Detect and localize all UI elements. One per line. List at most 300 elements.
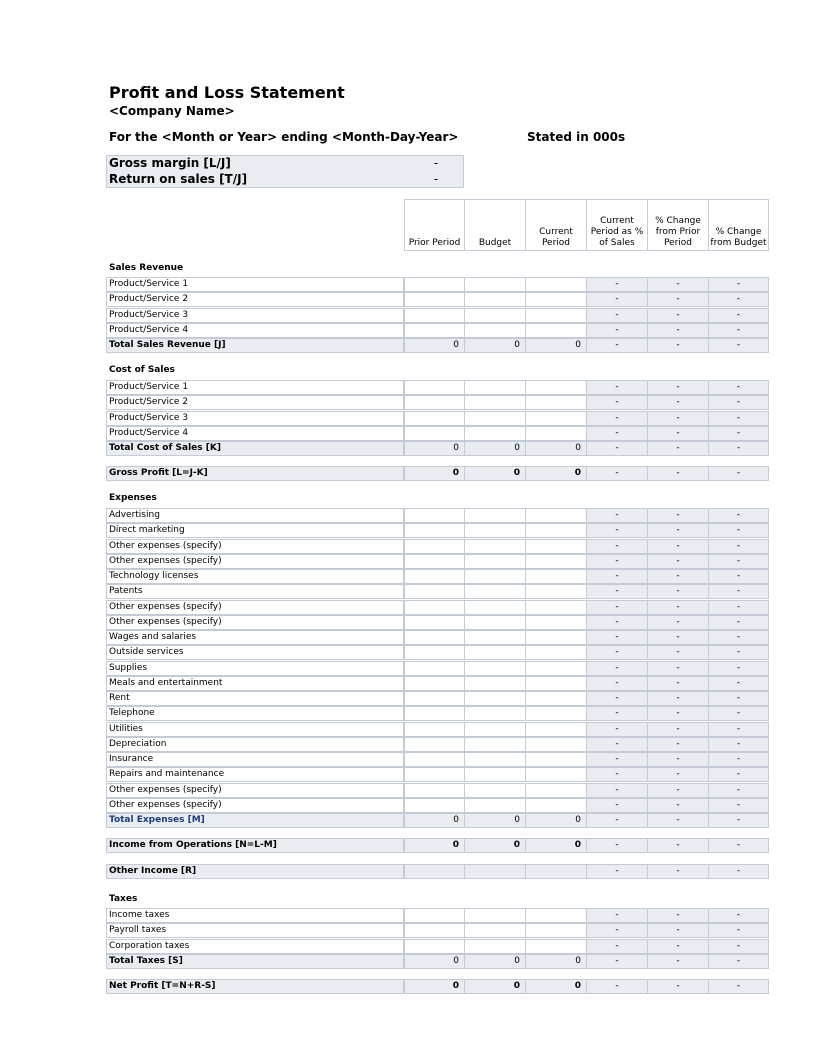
col-header-prior-period: Prior Period: [404, 199, 465, 251]
cell-chg_prior: -: [647, 554, 709, 569]
cell-budget: 0: [464, 441, 526, 456]
cell-pct_sales: -: [586, 979, 648, 994]
return-on-sales-value: -: [433, 172, 439, 186]
cell-prior: 0: [404, 466, 465, 481]
row-label: Wages and salaries: [106, 630, 404, 645]
row-label: Depreciation: [106, 737, 404, 752]
cell-budget: [464, 864, 526, 879]
cell-prior[interactable]: [404, 722, 465, 737]
row-label: Product/Service 1: [106, 380, 404, 395]
cell-budget[interactable]: [464, 908, 526, 923]
row-label: Technology licenses: [106, 569, 404, 584]
cell-chg_budget: -: [708, 338, 769, 353]
cell-chg_budget: -: [708, 554, 769, 569]
cell-pct_sales: -: [586, 584, 648, 599]
cell-current[interactable]: [525, 584, 587, 599]
row-label: Other expenses (specify): [106, 783, 404, 798]
row-label: Repairs and maintenance: [106, 767, 404, 782]
cell-pct_sales: -: [586, 441, 648, 456]
cell-prior[interactable]: [404, 584, 465, 599]
cell-prior[interactable]: [404, 737, 465, 752]
operations-row: [106, 838, 769, 853]
cell-prior[interactable]: [404, 752, 465, 767]
cell-pct_sales: -: [586, 277, 648, 292]
cell-chg_prior: -: [647, 426, 709, 441]
row-label: Net Profit [T=N+R-S]: [106, 979, 404, 994]
cell-prior[interactable]: [404, 615, 465, 630]
expense-item-row: [106, 722, 769, 737]
cell-pct_sales: -: [586, 752, 648, 767]
cell-budget[interactable]: [464, 939, 526, 954]
cell-budget[interactable]: [464, 630, 526, 645]
cell-chg_prior: -: [647, 923, 709, 938]
cell-chg_budget: -: [708, 508, 769, 523]
cell-pct_sales: -: [586, 676, 648, 691]
cell-prior[interactable]: [404, 292, 465, 307]
expense-item-row: [106, 615, 769, 630]
cost-item-row: [106, 380, 769, 395]
cell-current: 0: [525, 466, 587, 481]
col-header-budget: Budget: [464, 199, 526, 251]
cell-current[interactable]: [525, 380, 587, 395]
cell-chg_budget: -: [708, 737, 769, 752]
cell-prior[interactable]: [404, 539, 465, 554]
cell-prior[interactable]: [404, 908, 465, 923]
expense-item-row: [106, 706, 769, 721]
cell-pct_sales: -: [586, 292, 648, 307]
cell-current[interactable]: [525, 752, 587, 767]
cell-chg_prior: -: [647, 954, 709, 969]
cell-chg_prior: -: [647, 908, 709, 923]
cell-chg_budget: -: [708, 752, 769, 767]
cell-chg_prior: -: [647, 411, 709, 426]
cell-chg_prior: -: [647, 615, 709, 630]
cell-prior[interactable]: [404, 569, 465, 584]
section-title: Cost of Sales: [109, 365, 175, 375]
cell-chg_budget: -: [708, 908, 769, 923]
row-label: Product/Service 4: [106, 323, 404, 338]
cell-budget: 0: [464, 466, 526, 481]
cell-chg_prior: -: [647, 323, 709, 338]
cell-chg_prior: -: [647, 864, 709, 879]
cell-chg_budget: -: [708, 441, 769, 456]
cell-pct_sales: -: [586, 722, 648, 737]
cell-budget[interactable]: [464, 600, 526, 615]
cell-prior[interactable]: [404, 923, 465, 938]
cell-budget[interactable]: [464, 411, 526, 426]
stated-units: Stated in 000s: [527, 130, 626, 144]
expense-item-row: [106, 584, 769, 599]
cell-prior[interactable]: [404, 395, 465, 410]
cell-chg_budget: -: [708, 923, 769, 938]
cell-budget[interactable]: [464, 508, 526, 523]
cell-current[interactable]: [525, 411, 587, 426]
cell-prior[interactable]: [404, 706, 465, 721]
row-label: Other expenses (specify): [106, 615, 404, 630]
cell-budget[interactable]: [464, 554, 526, 569]
cell-prior[interactable]: [404, 783, 465, 798]
cell-chg_prior: -: [647, 752, 709, 767]
cell-current[interactable]: [525, 939, 587, 954]
cell-current[interactable]: [525, 630, 587, 645]
cell-current[interactable]: [525, 767, 587, 782]
row-label: Payroll taxes: [106, 923, 404, 938]
cell-chg_prior: -: [647, 277, 709, 292]
cell-chg_budget: -: [708, 979, 769, 994]
row-label: Insurance: [106, 752, 404, 767]
row-label: Product/Service 1: [106, 277, 404, 292]
cell-chg_prior: -: [647, 584, 709, 599]
cell-prior: 0: [404, 338, 465, 353]
cell-pct_sales: -: [586, 645, 648, 660]
cell-pct_sales: -: [586, 954, 648, 969]
cell-pct_sales: -: [586, 615, 648, 630]
cell-current[interactable]: [525, 508, 587, 523]
cell-chg_prior: -: [647, 813, 709, 828]
cell-budget[interactable]: [464, 584, 526, 599]
cell-prior[interactable]: [404, 308, 465, 323]
cell-current[interactable]: [525, 798, 587, 813]
cell-prior[interactable]: [404, 523, 465, 538]
cell-current[interactable]: [525, 908, 587, 923]
cell-prior: [404, 864, 465, 879]
cell-prior[interactable]: [404, 939, 465, 954]
row-label: Rent: [106, 691, 404, 706]
cell-chg_prior: -: [647, 979, 709, 994]
cell-chg_prior: -: [647, 676, 709, 691]
cell-current[interactable]: [525, 426, 587, 441]
cell-current[interactable]: [525, 737, 587, 752]
cell-chg_prior: -: [647, 600, 709, 615]
row-label: Telephone: [106, 706, 404, 721]
section-title: Sales Revenue: [109, 263, 184, 273]
cell-current[interactable]: [525, 395, 587, 410]
cell-current[interactable]: [525, 569, 587, 584]
cell-budget[interactable]: [464, 523, 526, 538]
col-header-current-period: Current Period: [525, 199, 587, 251]
cell-prior: 0: [404, 813, 465, 828]
cell-chg_budget: -: [708, 523, 769, 538]
cell-prior: 0: [404, 979, 465, 994]
cell-chg_prior: -: [647, 722, 709, 737]
cell-prior[interactable]: [404, 508, 465, 523]
cell-prior[interactable]: [404, 426, 465, 441]
cell-current[interactable]: [525, 645, 587, 660]
cell-pct_sales: -: [586, 908, 648, 923]
cell-chg_prior: -: [647, 308, 709, 323]
cell-chg_prior: -: [647, 380, 709, 395]
cell-budget[interactable]: [464, 752, 526, 767]
cell-chg_budget: -: [708, 645, 769, 660]
row-label: Advertising: [106, 508, 404, 523]
expense-item-row: [106, 752, 769, 767]
cell-chg_prior: -: [647, 767, 709, 782]
net-profit-row: [106, 979, 769, 994]
cost-item-row: [106, 411, 769, 426]
section-title: Taxes: [109, 894, 138, 904]
cell-budget[interactable]: [464, 737, 526, 752]
cost-item-row: [106, 395, 769, 410]
row-label: Meals and entertainment: [106, 676, 404, 691]
cell-prior[interactable]: [404, 691, 465, 706]
gross-margin-value: -: [433, 156, 439, 170]
row-label: Product/Service 2: [106, 395, 404, 410]
period-line: For the <Month or Year> ending <Month-Day-Year>: [109, 130, 459, 144]
gross-margin-row: [109, 156, 461, 172]
sales-item-row: [106, 277, 769, 292]
expense-item-row: [106, 600, 769, 615]
cell-chg_prior: -: [647, 798, 709, 813]
cell-chg_budget: -: [708, 277, 769, 292]
row-label: Product/Service 2: [106, 292, 404, 307]
row-label: Income from Operations [N=L-M]: [106, 838, 404, 853]
cell-prior[interactable]: [404, 645, 465, 660]
cell-chg_budget: -: [708, 426, 769, 441]
cell-pct_sales: -: [586, 539, 648, 554]
cell-budget: 0: [464, 838, 526, 853]
cell-chg_prior: -: [647, 523, 709, 538]
cell-budget[interactable]: [464, 380, 526, 395]
sales-item-row: [106, 308, 769, 323]
cell-chg_budget: -: [708, 308, 769, 323]
cell-chg_prior: -: [647, 661, 709, 676]
col-header-pct-of-sales: Current Period as % of Sales: [586, 199, 648, 251]
cell-pct_sales: -: [586, 523, 648, 538]
total-cost-row: [106, 441, 769, 456]
cell-pct_sales: -: [586, 411, 648, 426]
expense-item-row: [106, 508, 769, 523]
row-label: Total Sales Revenue [J]: [106, 338, 404, 353]
row-label: Total Taxes [S]: [106, 954, 404, 969]
company-name: <Company Name>: [109, 104, 235, 118]
cell-chg_prior: -: [647, 939, 709, 954]
tax-item-row: [106, 923, 769, 938]
cell-chg_prior: -: [647, 630, 709, 645]
cell-pct_sales: -: [586, 466, 648, 481]
sales-item-row: [106, 323, 769, 338]
col-header-change-prior: % Change from Prior Period: [647, 199, 709, 251]
cell-chg_prior: -: [647, 706, 709, 721]
section-title: Expenses: [109, 493, 157, 503]
row-label: Other expenses (specify): [106, 600, 404, 615]
cell-budget[interactable]: [464, 323, 526, 338]
cell-chg_prior: -: [647, 292, 709, 307]
cell-pct_sales: -: [586, 783, 648, 798]
cell-current[interactable]: [525, 923, 587, 938]
row-label: Supplies: [106, 661, 404, 676]
cell-chg_budget: -: [708, 767, 769, 782]
cell-prior[interactable]: [404, 554, 465, 569]
cell-budget[interactable]: [464, 767, 526, 782]
cell-current: 0: [525, 813, 587, 828]
cell-budget[interactable]: [464, 691, 526, 706]
cell-chg_budget: -: [708, 569, 769, 584]
cell-budget[interactable]: [464, 706, 526, 721]
cell-pct_sales: -: [586, 600, 648, 615]
other-income-row: [106, 864, 769, 879]
expense-item-row: [106, 539, 769, 554]
cell-chg_budget: -: [708, 691, 769, 706]
cell-prior[interactable]: [404, 600, 465, 615]
cell-pct_sales: -: [586, 838, 648, 853]
cell-chg_budget: -: [708, 411, 769, 426]
cell-pct_sales: -: [586, 380, 648, 395]
cell-current[interactable]: [525, 539, 587, 554]
cell-chg_prior: -: [647, 338, 709, 353]
cell-budget[interactable]: [464, 923, 526, 938]
cell-budget[interactable]: [464, 722, 526, 737]
expense-item-row: [106, 645, 769, 660]
expense-item-row: [106, 691, 769, 706]
total-taxes-row: [106, 954, 769, 969]
cell-chg_budget: -: [708, 939, 769, 954]
cell-prior: 0: [404, 441, 465, 456]
row-label: Outside services: [106, 645, 404, 660]
cell-pct_sales: -: [586, 426, 648, 441]
cell-budget[interactable]: [464, 783, 526, 798]
cell-budget[interactable]: [464, 277, 526, 292]
key-metrics-box: [106, 155, 464, 188]
cell-current[interactable]: [525, 523, 587, 538]
cell-budget[interactable]: [464, 569, 526, 584]
cell-chg_budget: -: [708, 813, 769, 828]
cell-chg_budget: -: [708, 630, 769, 645]
row-label: Direct marketing: [106, 523, 404, 538]
cell-current[interactable]: [525, 722, 587, 737]
cell-current[interactable]: [525, 308, 587, 323]
cell-chg_budget: -: [708, 584, 769, 599]
expense-item-row: [106, 737, 769, 752]
cell-prior[interactable]: [404, 767, 465, 782]
cell-chg_budget: -: [708, 954, 769, 969]
cell-chg_budget: -: [708, 466, 769, 481]
cell-budget[interactable]: [464, 676, 526, 691]
sales-item-row: [106, 292, 769, 307]
cell-chg_prior: -: [647, 737, 709, 752]
cell-chg_budget: -: [708, 798, 769, 813]
cell-prior[interactable]: [404, 661, 465, 676]
cell-chg_budget: -: [708, 864, 769, 879]
cell-current[interactable]: [525, 661, 587, 676]
cell-current[interactable]: [525, 554, 587, 569]
row-label: Patents: [106, 584, 404, 599]
row-label: Other expenses (specify): [106, 798, 404, 813]
cell-current: [525, 864, 587, 879]
gross-margin-label: Gross margin [L/J]: [109, 156, 231, 170]
cell-pct_sales: -: [586, 630, 648, 645]
cell-prior[interactable]: [404, 798, 465, 813]
cell-pct_sales: -: [586, 395, 648, 410]
cell-prior[interactable]: [404, 411, 465, 426]
expense-item-row: [106, 676, 769, 691]
cell-pct_sales: -: [586, 661, 648, 676]
cell-pct_sales: -: [586, 767, 648, 782]
cell-prior[interactable]: [404, 676, 465, 691]
cell-pct_sales: -: [586, 691, 648, 706]
cell-budget[interactable]: [464, 292, 526, 307]
row-label: Product/Service 4: [106, 426, 404, 441]
row-label: Total Cost of Sales [K]: [106, 441, 404, 456]
cell-pct_sales: -: [586, 939, 648, 954]
cell-current: 0: [525, 441, 587, 456]
cell-prior[interactable]: [404, 380, 465, 395]
row-label: Utilities: [106, 722, 404, 737]
cell-prior[interactable]: [404, 630, 465, 645]
cell-chg_budget: -: [708, 615, 769, 630]
cell-chg_budget: -: [708, 539, 769, 554]
cell-chg_budget: -: [708, 783, 769, 798]
cell-budget: 0: [464, 813, 526, 828]
cell-pct_sales: -: [586, 706, 648, 721]
cell-chg_prior: -: [647, 466, 709, 481]
cell-budget[interactable]: [464, 539, 526, 554]
expense-item-row: [106, 554, 769, 569]
cell-prior[interactable]: [404, 323, 465, 338]
cell-pct_sales: -: [586, 864, 648, 879]
cell-chg_prior: -: [647, 395, 709, 410]
expense-item-row: [106, 523, 769, 538]
cell-current[interactable]: [525, 706, 587, 721]
report-title: Profit and Loss Statement: [109, 83, 345, 102]
cell-budget[interactable]: [464, 395, 526, 410]
cell-budget[interactable]: [464, 661, 526, 676]
cell-chg_prior: -: [647, 783, 709, 798]
cell-chg_budget: -: [708, 838, 769, 853]
cell-current[interactable]: [525, 783, 587, 798]
col-header-change-budget: % Change from Budget: [708, 199, 769, 251]
row-label: Product/Service 3: [106, 308, 404, 323]
cell-chg_budget: -: [708, 395, 769, 410]
gross-profit-row: [106, 466, 769, 481]
expense-item-row: [106, 783, 769, 798]
return-on-sales-label: Return on sales [T/J]: [109, 172, 248, 186]
cell-current[interactable]: [525, 691, 587, 706]
cell-prior[interactable]: [404, 277, 465, 292]
row-label: Other expenses (specify): [106, 539, 404, 554]
cell-budget[interactable]: [464, 798, 526, 813]
cell-current[interactable]: [525, 600, 587, 615]
cell-prior: 0: [404, 954, 465, 969]
cell-chg_budget: -: [708, 661, 769, 676]
cell-current[interactable]: [525, 676, 587, 691]
cell-chg_prior: -: [647, 569, 709, 584]
cell-current[interactable]: [525, 615, 587, 630]
cell-chg_prior: -: [647, 508, 709, 523]
cell-budget: 0: [464, 954, 526, 969]
cell-budget[interactable]: [464, 426, 526, 441]
tax-item-row: [106, 939, 769, 954]
total-sales-row: [106, 338, 769, 353]
cell-budget[interactable]: [464, 615, 526, 630]
cell-budget[interactable]: [464, 308, 526, 323]
cell-pct_sales: -: [586, 308, 648, 323]
row-label: Other Income [R]: [106, 864, 404, 879]
row-label: Gross Profit [L=J-K]: [106, 466, 404, 481]
cell-budget[interactable]: [464, 645, 526, 660]
cell-current[interactable]: [525, 277, 587, 292]
cell-current[interactable]: [525, 323, 587, 338]
return-on-sales-row: [109, 172, 461, 188]
cost-item-row: [106, 426, 769, 441]
cell-pct_sales: -: [586, 798, 648, 813]
cell-chg_budget: -: [708, 380, 769, 395]
cell-chg_budget: -: [708, 600, 769, 615]
cell-current: 0: [525, 979, 587, 994]
cell-chg_budget: -: [708, 292, 769, 307]
cell-chg_prior: -: [647, 691, 709, 706]
cell-chg_prior: -: [647, 539, 709, 554]
cell-current[interactable]: [525, 292, 587, 307]
